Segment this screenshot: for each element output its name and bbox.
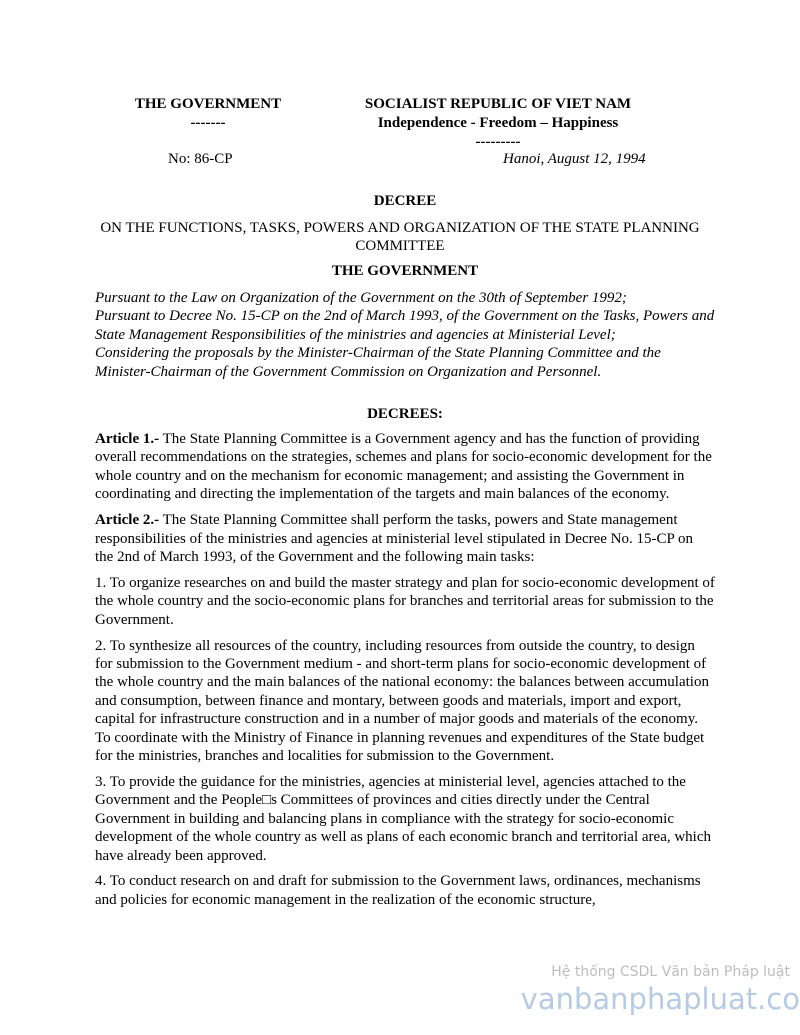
- decree-date: Hanoi, August 12, 1994: [503, 151, 646, 167]
- issuer-block: [118, 95, 298, 133]
- document-subject: ON THE FUNCTIONS, TASKS, POWERS AND ORGANIZATION OF THE STATE PLANNING COMMITTEE: [100, 220, 700, 255]
- decree-number: No: 86-CP: [168, 151, 233, 167]
- national-title-block: [345, 95, 651, 152]
- preamble: [95, 289, 715, 381]
- article-label: Article 2.-: [95, 512, 160, 529]
- decree-body: [95, 430, 715, 917]
- issuer-name: THE GOVERNMENT: [134, 96, 282, 112]
- task-item: 4. To conduct research on and draft for submission to the Government laws, ordinances, mechanisms and policies for economic management in the realization of the economic structure,: [95, 873, 701, 908]
- motto-rule: ---------: [475, 134, 521, 150]
- article-text: The State Planning Committee shall perform the tasks, powers and State management responsibilities of the ministries and agencies at ministerial level stipulated in Decree No. 15-CP on the 2nd of March 1993, of the Government and the following main tasks:: [95, 512, 694, 565]
- decrees-heading: DECREES:: [367, 406, 443, 422]
- country-name: SOCIALIST REPUBLIC OF VIET NAM: [364, 96, 632, 112]
- issuer-rule: -------: [190, 115, 226, 131]
- article-text: The State Planning Committee is a Government agency and has the function of providing overall recommendations on the strategies, schemes and plans for socio-economic development for the whole country and on the mechanism for economic management; and assisting the Government in coordinating and directing the implementation of the targets and main balances of the economy.: [95, 431, 712, 503]
- watermark-caption: Hệ thống CSDL Văn bản Pháp luật: [551, 964, 790, 980]
- task-item: 3. To provide the guidance for the ministries, agencies at ministerial level, agencies attached to the Government and the People□s Committees of provinces and cities directly under the Central Government in building and balancing plans in compliance with the strategy for socio-economic development of the whole country as well as plans of each economic branch and territorial area, which have already been approved.: [95, 773, 712, 864]
- preamble-line: Pursuant to Decree No. 15-CP on the 2nd of March 1993, of the Government on the Tasks, Powers and State Management Responsibilities of the ministries and agencies at Ministerial Level;: [95, 308, 715, 343]
- article-label: Article 1.-: [95, 431, 160, 447]
- article-paragraph: [95, 430, 715, 504]
- preamble-line: Pursuant to the Law on Organization of the Government on the 30th of September 1992;: [95, 290, 627, 306]
- article-paragraph: [95, 511, 715, 566]
- preamble-line: Considering the proposals by the Minister-Chairman of the State Planning Committee and the Minister-Chairman of the Government Commission on Organization and Personnel.: [95, 345, 661, 380]
- issuing-authority: THE GOVERNMENT: [331, 263, 479, 279]
- document-type-title: DECREE: [373, 193, 437, 209]
- national-motto: Independence - Freedom – Happiness: [377, 115, 619, 131]
- task-item: 2. To synthesize all resources of the country, including resources from outside the country, to design for submission to the Government medium - and short-term plans for socio-economic development of the whole country and the main balances of the national economy: the balances between accumulation and consumption, between finance and montary, between goods and materials, import and export, capital for infrastructure construction and in a number of major goods and materials of the economy. To coordinate with the Ministry of Finance in planning revenues and expenditures of the State budget for the ministries, branches and localities for submission to the Government.: [95, 637, 709, 764]
- watermark-site: vanbanphapluat.co: [520, 982, 800, 1016]
- task-item: 1. To organize researches on and build the master strategy and plan for socio-economic development of the whole country and the socio-economic plans for branches and territorial areas for submission to the Government.: [95, 574, 715, 628]
- watermark: [500, 963, 800, 1017]
